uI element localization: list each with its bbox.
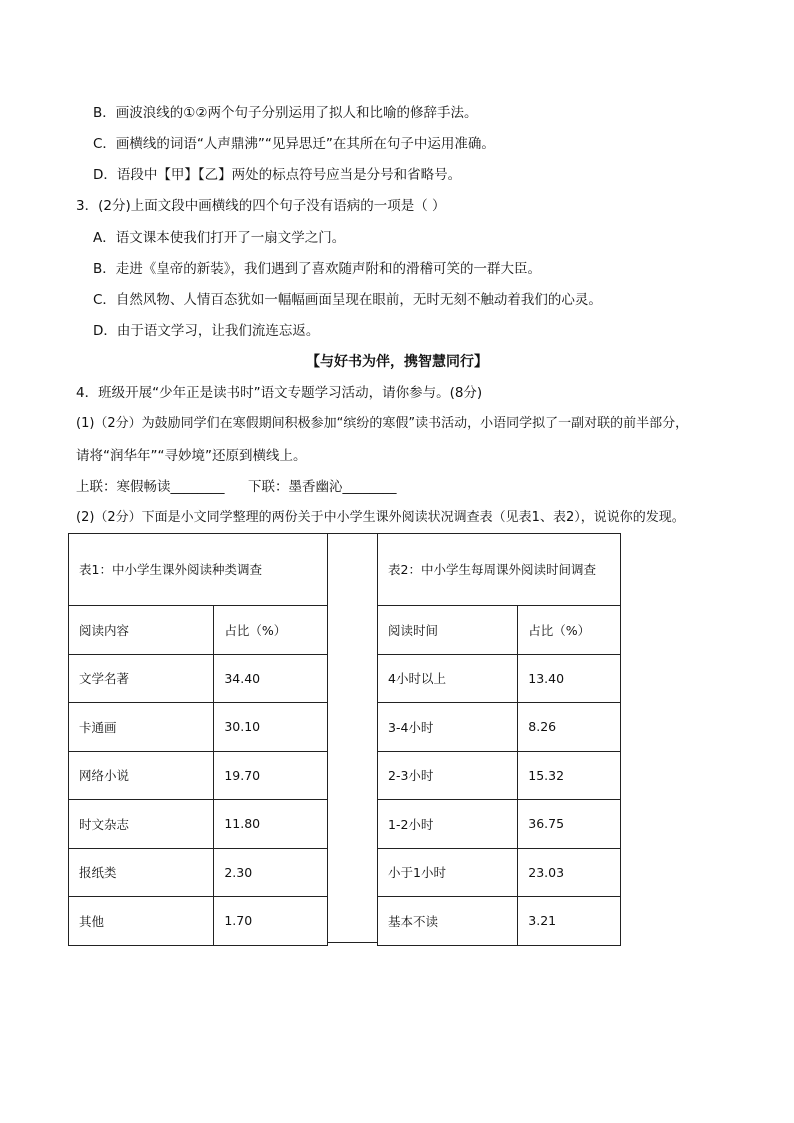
table1-cell: 19.70: [214, 751, 328, 800]
table-row: [69, 751, 328, 800]
table-reading-types: [68, 533, 328, 946]
table-separator: [327, 533, 377, 943]
q4-stem: 4．班级开展“少年正是读书时”语文专题学习活动，请你参与。(8分): [76, 385, 483, 401]
table-reading-time: [377, 533, 621, 946]
table1-cell: 2.30: [214, 848, 328, 897]
q2-option-c: C．画横线的词语“人声鼎沸”“见异思迁”在其所在句子中运用准确。: [93, 136, 495, 152]
table1-cell: 30.10: [214, 703, 328, 752]
section-heading: 【与好书为伴，携智慧同行】: [306, 354, 488, 370]
q3-option-c: C．自然风物、人情百态犹如一幅幅画面呈现在眼前，无时无刻不触动着我们的心灵。: [93, 292, 602, 308]
table2-cell: 4小时以上: [378, 654, 518, 703]
table2-cell: 3-4小时: [378, 703, 518, 752]
table1-cell: 网络小说: [69, 751, 214, 800]
q3-option-a: A．语文课本使我们打开了一扇文学之门。: [93, 230, 346, 246]
table-row: [69, 800, 328, 849]
q3-stem: 3．(2分)上面文段中画横线的四个句子没有语病的一项是（ ）: [76, 198, 446, 214]
q2-option-b: B．画波浪线的①②两个句子分别运用了拟人和比喻的修辞手法。: [93, 105, 478, 121]
table2-cell: 15.32: [518, 751, 621, 800]
table-row: [378, 654, 621, 703]
table1-cell: 1.70: [214, 897, 328, 946]
couplet-lower: 下联：墨香幽沁________: [248, 479, 397, 495]
table1-cell: 卡通画: [69, 703, 214, 752]
table2-cell: 小于1小时: [378, 848, 518, 897]
q4-sub1-line2: 请将“润华年”“寻妙境”还原到横线上。: [76, 448, 307, 464]
table1-cell: 11.80: [214, 800, 328, 849]
table2-cell: 8.26: [518, 703, 621, 752]
table2-cell: 基本不读: [378, 897, 518, 946]
table-row: [378, 897, 621, 946]
table2-cell: 36.75: [518, 800, 621, 849]
table-row: [378, 848, 621, 897]
q4-sub1-line1: (1)（2分）为鼓励同学们在寒假期间积极参加“缤纷的寒假”读书活动，小语同学拟了一副对联的前半部分，: [76, 416, 689, 431]
table-row: [69, 703, 328, 752]
table2-cell: 23.03: [518, 848, 621, 897]
table2-cell: 13.40: [518, 654, 621, 703]
table1-cell: 时文杂志: [69, 800, 214, 849]
table1-cell: 文学名著: [69, 654, 214, 703]
q4-sub2: (2)（2分）下面是小文同学整理的两份关于中小学生课外阅读状况调查表（见表1、表2），说说你的发现。: [76, 510, 685, 525]
table1-header-content: 阅读内容: [69, 606, 214, 655]
survey-tables: [68, 533, 621, 944]
table-row: [69, 897, 328, 946]
table2-header-time: 阅读时间: [378, 606, 518, 655]
table-row: [378, 800, 621, 849]
table2-cell: 1-2小时: [378, 800, 518, 849]
couplet-upper: 上联：寒假畅读________: [76, 479, 225, 495]
table-row: [378, 703, 621, 752]
table2-caption: 表2：中小学生每周课外阅读时间调查: [378, 534, 621, 606]
table-row: [69, 848, 328, 897]
table-row: [378, 751, 621, 800]
table1-cell: 其他: [69, 897, 214, 946]
table2-cell: 3.21: [518, 897, 621, 946]
table2-cell: 2-3小时: [378, 751, 518, 800]
q3-option-b: B．走进《皇帝的新装》，我们遇到了喜欢随声附和的滑稽可笑的一群大臣。: [93, 261, 542, 277]
q3-option-d: D．由于语文学习，让我们流连忘返。: [93, 323, 320, 339]
table2-header-percent: 占比（%）: [518, 606, 621, 655]
table1-cell: 34.40: [214, 654, 328, 703]
table1-caption: 表1：中小学生课外阅读种类调查: [69, 534, 328, 606]
table1-header-percent: 占比（%）: [214, 606, 328, 655]
table-row: [69, 654, 328, 703]
q2-option-d: D．语段中【甲】【乙】两处的标点符号应当是分号和省略号。: [93, 167, 462, 183]
table1-cell: 报纸类: [69, 848, 214, 897]
